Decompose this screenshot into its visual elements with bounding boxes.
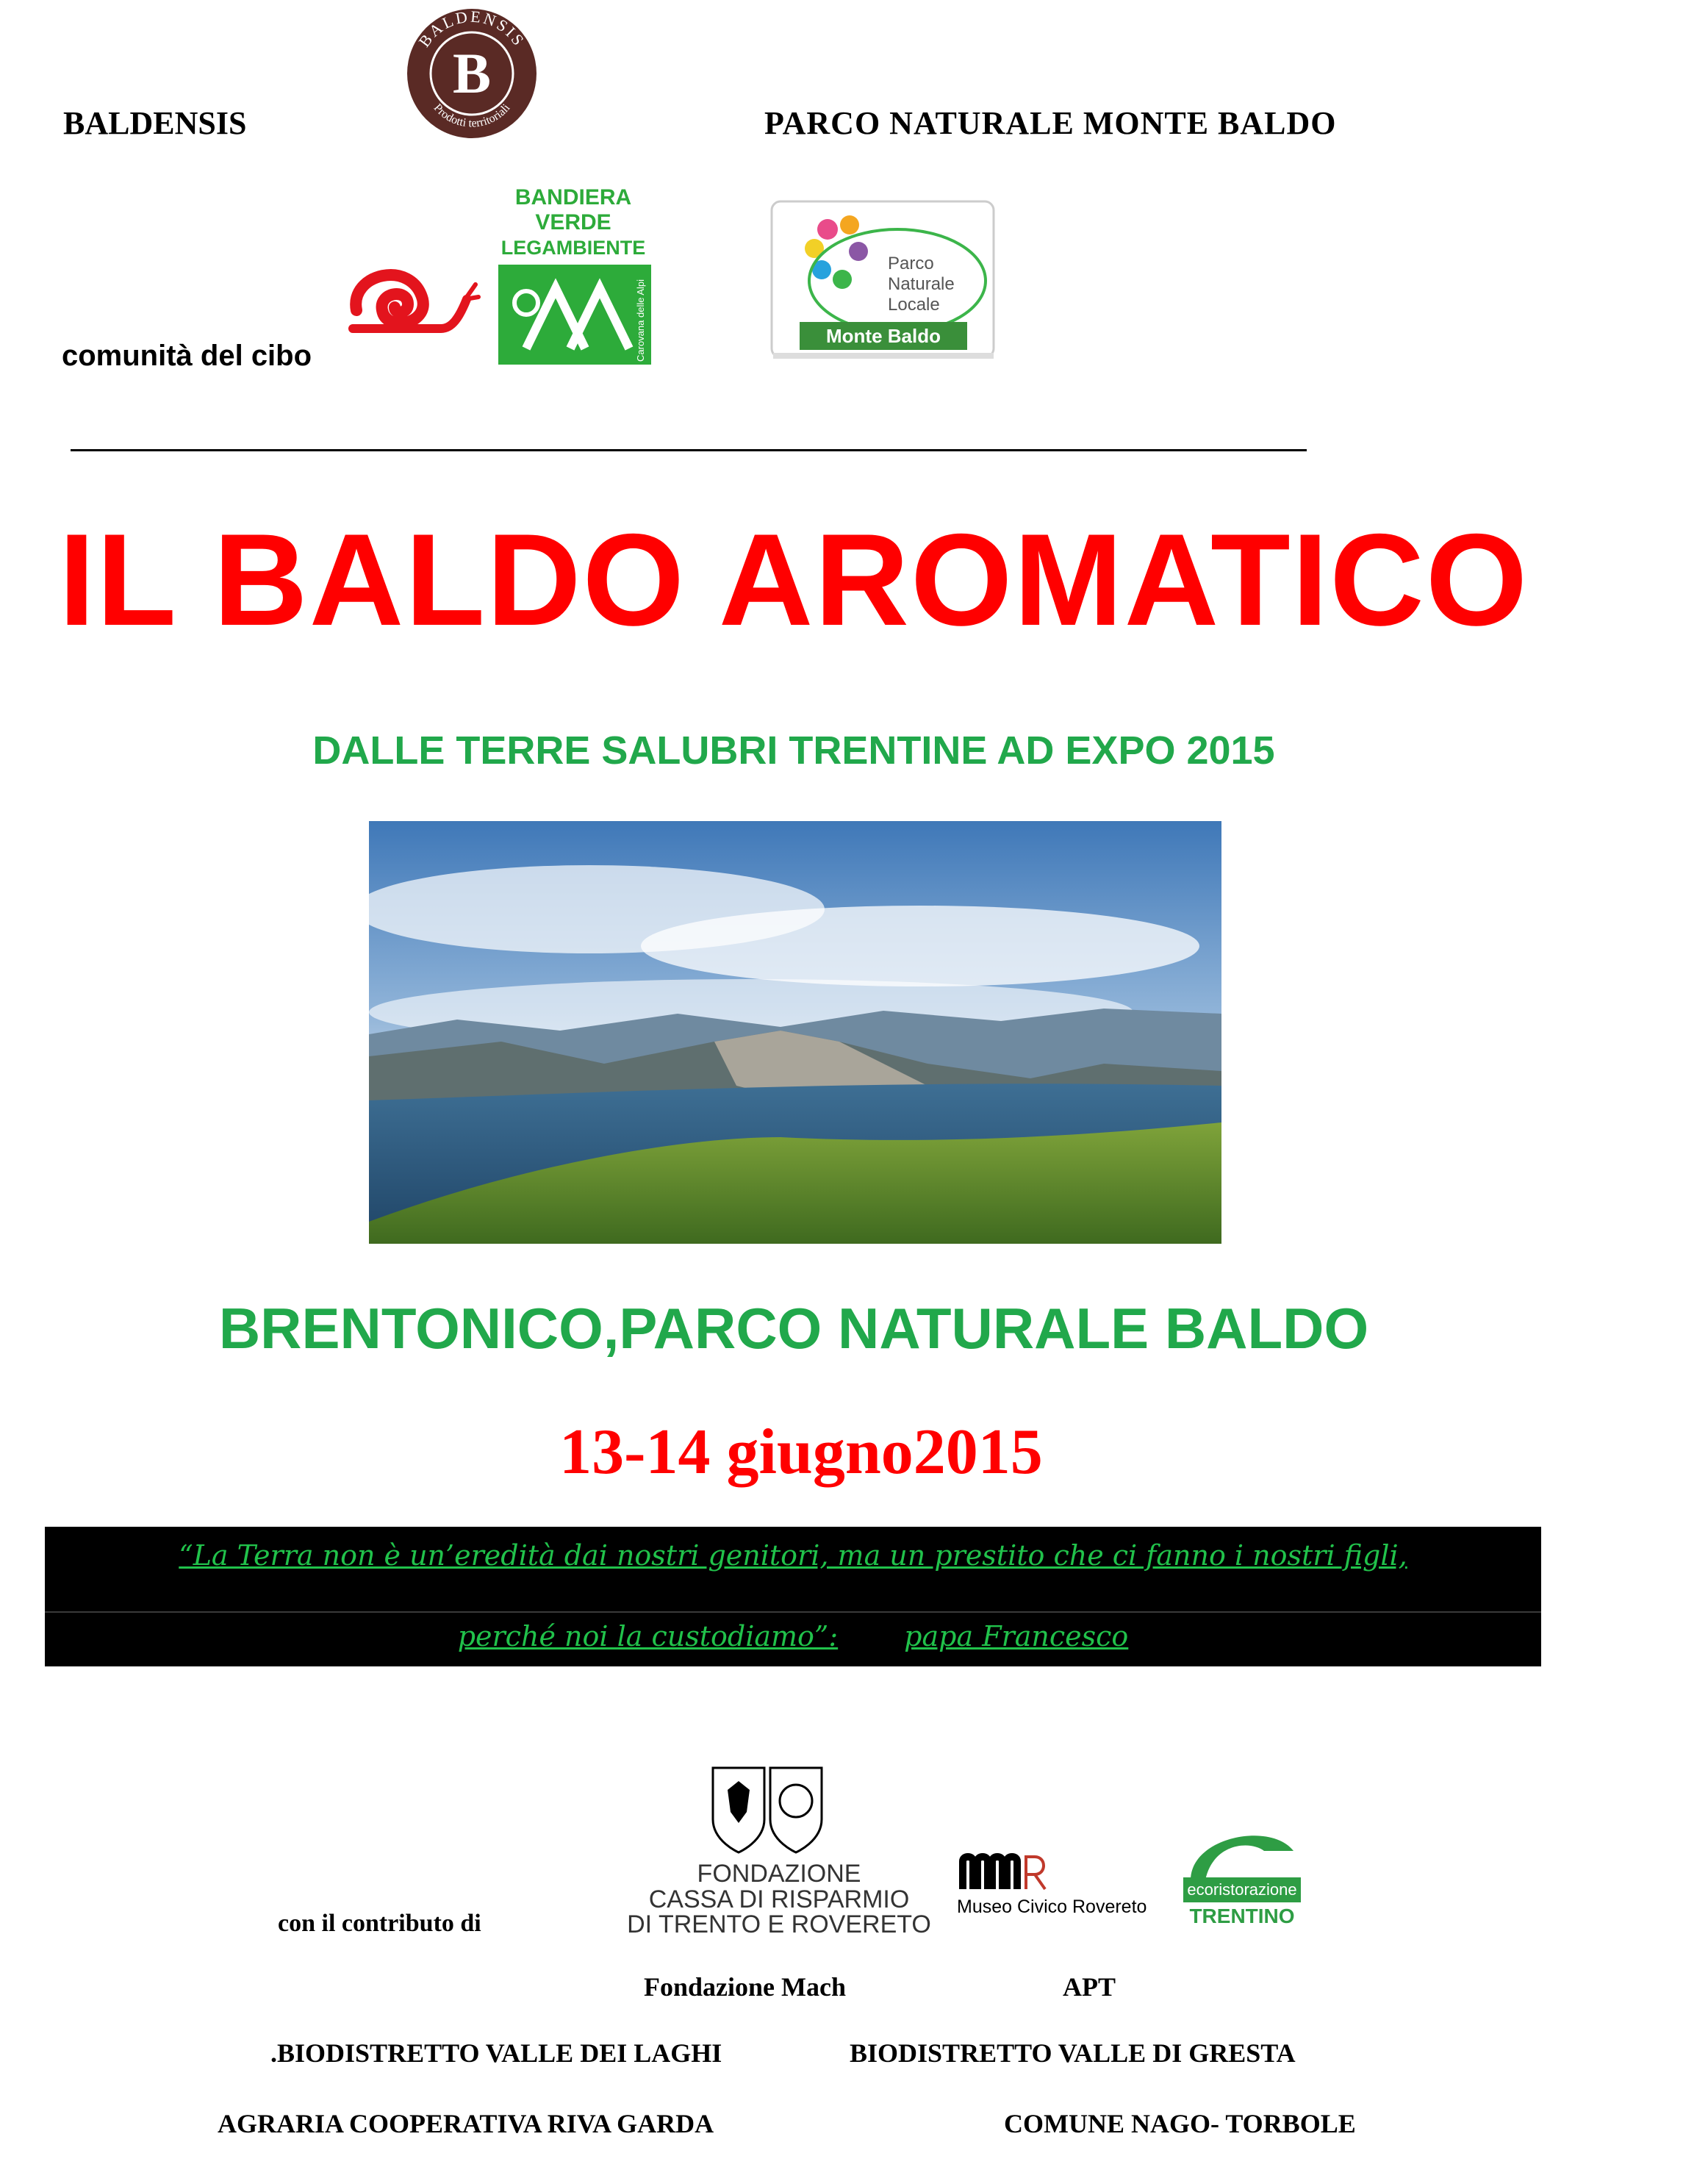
parco-line2: Naturale: [888, 274, 955, 294]
quote-divider: [45, 1611, 1541, 1613]
event-location: BRENTONICO,PARCO NATURALE BALDO: [218, 1296, 1369, 1361]
fondazione-line3: DI TRENTO E ROVERETO: [627, 1910, 931, 1937]
baldensis-logo: [395, 6, 549, 138]
legambiente-line2: VERDE: [535, 210, 611, 234]
event-title: IL BALDO AROMATICO: [58, 506, 1529, 653]
museo-logo-text: Museo Civico Rovereto: [957, 1896, 1147, 1917]
quote-line-2: [45, 1620, 1541, 1652]
sponsor-fondazione-mach: Fondazione Mach: [644, 1972, 846, 2002]
lake-garda-landscape-photo: [369, 821, 1221, 1244]
legambiente-side-text: Carovana delle Alpi: [635, 279, 646, 362]
event-date: 13-14 giugno2015: [559, 1416, 1043, 1488]
parco-line3: Locale: [888, 295, 940, 315]
baldensis-logo-sub-text: Prodotti territoriali: [431, 101, 513, 130]
header-left-label: BALDENSIS: [63, 105, 247, 141]
sponsor-comune-nago-torbole: COMUNE NAGO- TORBOLE: [1004, 2109, 1356, 2138]
fondazione-cassa-di-risparmio-logo: [617, 1761, 941, 1937]
parco-line1: Parco: [888, 254, 934, 273]
parco-naturale-monte-baldo-logo: [769, 200, 998, 363]
quote-line-2-text: perché noi la custodiamo”:: [457, 1620, 839, 1652]
fondazione-line2: CASSA DI RISPARMIO: [648, 1885, 910, 1913]
quote-attribution: papa Francesco: [904, 1620, 1129, 1652]
header-divider: [71, 449, 1307, 451]
community-label: comunità del cibo: [62, 340, 312, 372]
sponsor-agraria-cooperativa: AGRARIA COOPERATIVA RIVA GARDA: [218, 2109, 714, 2138]
ecoristorazione-trentino-logo: [1176, 1822, 1305, 1932]
eco-line1: ecoristorazione: [1187, 1880, 1297, 1899]
baldensis-logo-letter: B: [452, 41, 492, 105]
legambiente-line3: LEGAMBIENTE: [500, 237, 646, 259]
event-subtitle: DALLE TERRE SALUBRI TRENTINE AD EXPO 2015: [312, 728, 1275, 773]
sponsor-biodistretto-valle-di-gresta: BIODISTRETTO VALLE DI GRESTA: [850, 2038, 1296, 2068]
sponsor-apt: APT: [1063, 1972, 1116, 2002]
fondazione-line1: FONDAZIONE: [697, 1860, 861, 1888]
quote-line-1: “La Terra non è un’eredità dai nostri genitori, ma un prestito che ci fanno i nostri figli,: [179, 1539, 1407, 1572]
slow-food-snail-logo: [342, 259, 481, 347]
sponsor-biodistretto-valle-dei-laghi: .BIODISTRETTO VALLE DEI LAGHI: [270, 2038, 722, 2068]
bandiera-verde-legambiente-logo: [497, 178, 653, 365]
contribution-label: con il contributo di: [278, 1910, 481, 1937]
baldensis-logo-ring-text: BALDENSIS: [415, 7, 529, 51]
parco-banner: Monte Baldo: [826, 325, 941, 347]
header-right-label: PARCO NATURALE MONTE BALDO: [764, 105, 1337, 141]
museo-civico-rovereto-logo: [957, 1845, 1166, 1919]
eco-line2: TRENTINO: [1189, 1905, 1295, 1927]
legambiente-line1: BANDIERA: [514, 185, 632, 209]
